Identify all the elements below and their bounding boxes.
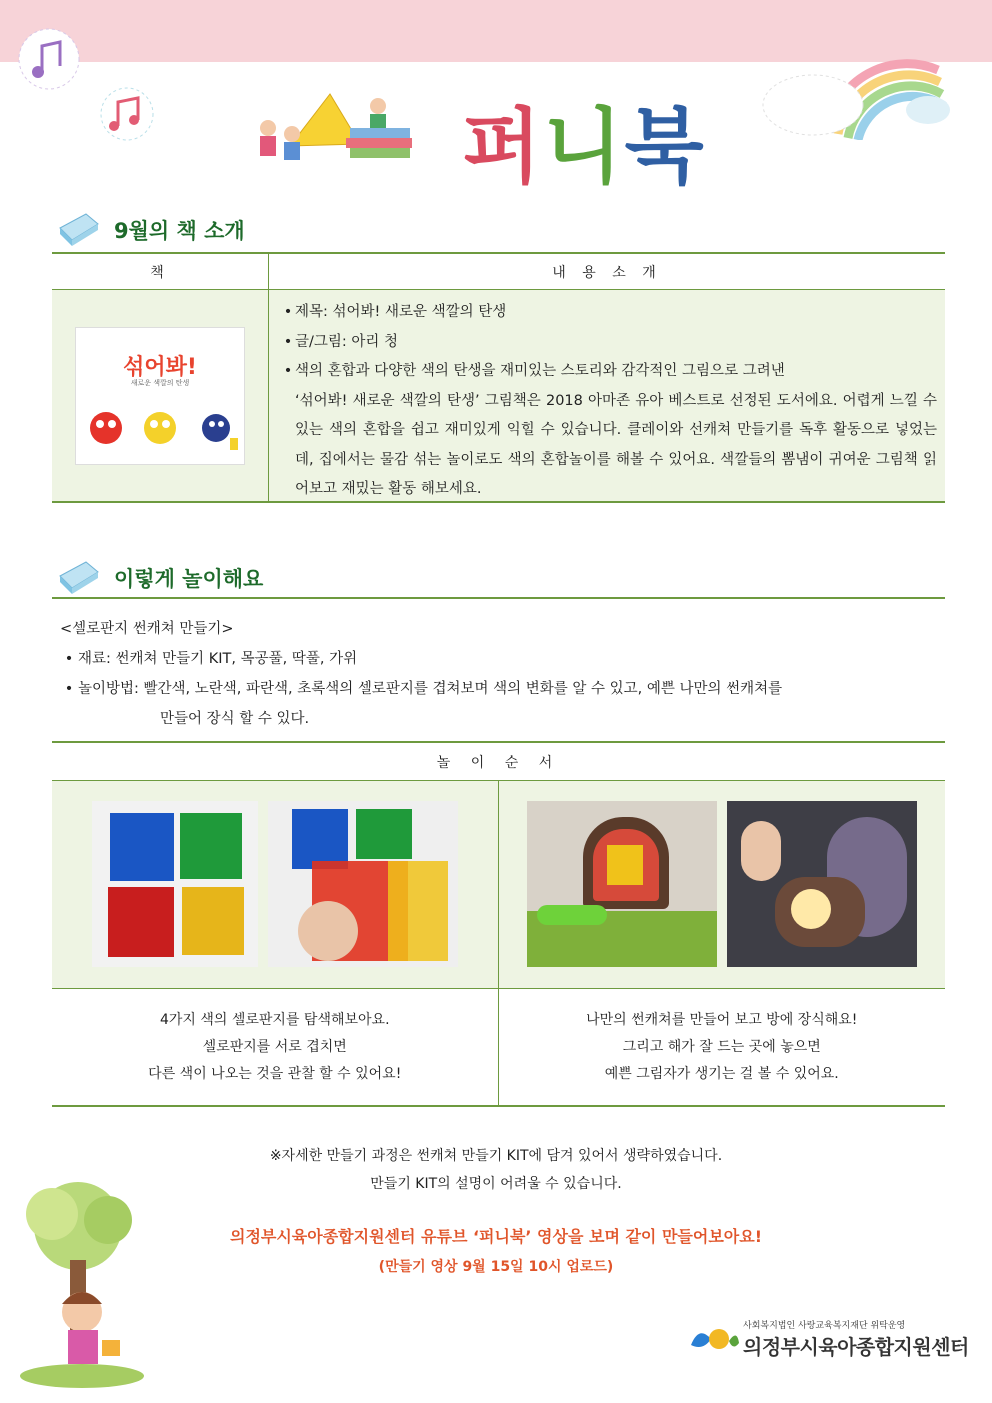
method-line: 놀이방법: 빨간색, 노란색, 파란색, 초록색의 셀로판지를 겹쳐보며 색의 변화를 알 수 있고, 예쁜 나만의 썬캐쳐를 <box>78 681 783 697</box>
footer-name: 의정부시육아종합지원센터 <box>743 1335 969 1359</box>
section2-heading <box>56 558 263 598</box>
music-note-cloud-icon-2 <box>98 82 156 146</box>
center-logo-icon <box>685 1321 739 1357</box>
title-char-2: 니 <box>543 100 625 195</box>
bullet: • <box>64 681 74 697</box>
girl-under-tree-illustration <box>12 1180 152 1390</box>
footer-logo <box>685 1318 969 1360</box>
cover-subtitle: 새로운 색깔의 탄생 <box>130 378 190 387</box>
col-header-content: 내 용 소 개 <box>552 264 662 281</box>
rainbow-cloud-icon <box>758 30 953 140</box>
cover-characters-image <box>82 396 240 456</box>
book-title-line: 제목: 섞어봐! 새로운 색깔의 탄생 <box>295 304 507 320</box>
note-line-1: ※자세한 만들기 과정은 썬캐쳐 만들기 KIT에 담겨 있어서 생략하였습니다. <box>269 1148 723 1164</box>
title-char-1: 퍼 <box>462 100 544 195</box>
music-note-cloud-icon <box>14 24 84 94</box>
page-title <box>462 82 706 199</box>
bullet: • <box>64 651 74 667</box>
cellophane-photo-1 <box>92 801 258 967</box>
section2-title: 이렇게 놀이해요 <box>114 567 264 591</box>
kids-reading-illustration <box>250 86 430 166</box>
book-desc-line: 색의 혼합과 다양한 색의 탄생을 재미있는 스토리와 감각적인 그림으로 그려낸 <box>295 363 785 379</box>
play-order-table <box>52 741 945 1107</box>
cover-title: 섞어봐! <box>123 354 197 380</box>
play-intro <box>60 614 940 734</box>
cellophane-photo-2 <box>268 801 458 967</box>
caption-left-line-1: 4가지 색의 셀로판지를 탐색해보아요. <box>159 1012 390 1028</box>
book-author-line: 글/그림: 아리 청 <box>295 333 399 350</box>
col-header-book: 책 <box>52 254 269 289</box>
book-desc-paragraph: ‘섞어봐! 새로운 색깔의 탄생’ 그림책은 2018 아마존 유아 베스트로 선정된 도서에요. 어렵게 느낄 수 있는 색의 혼합을 쉽고 재미있게 익힐 수 있습니다. 클레이와 선캐쳐 만들기를 독후 활동으로 넣었는데, 집에서는 물감 섞는 놀이로도 색의 혼합놀이를 해볼 수 있어요. 색깔들의 뽐냄이 귀여운 그림책 읽어보고 재밌는 활동 해보세요. <box>295 392 937 497</box>
materials-line: 재료: 썬캐쳐 만들기 KIT, 목공풀, 딱풀, 가위 <box>78 651 358 667</box>
footer-sub: 사회복지법인 사랑교육복지재단 위탁운영 <box>743 1321 906 1331</box>
book-intro-table <box>52 252 945 503</box>
section1-heading <box>56 210 245 250</box>
caption-left-line-3: 다른 색이 나오는 것을 관찰 할 수 있어요! <box>148 1066 402 1082</box>
suncatcher-photo-2 <box>727 801 917 967</box>
title-char-3: 북 <box>624 100 706 195</box>
note-line-2: 만들기 KIT의 설명이 어려울 수 있습니다. <box>370 1176 622 1192</box>
promo-line-1: 의정부시육아종합지원센터 유튜브 ‘퍼니북’ 영상을 보며 같이 만들어보아요! <box>229 1227 762 1246</box>
section2-divider <box>52 597 945 599</box>
bullet: • <box>283 363 293 379</box>
suncatcher-photo-1 <box>527 801 717 967</box>
method-line-2: 만들어 장식 할 수 있다. <box>160 711 310 727</box>
activity-title: <셀로판지 썬캐쳐 만들기> <box>60 621 234 637</box>
caption-left-line-2: 셀로판지를 서로 겹치면 <box>202 1039 347 1055</box>
caption-right-line-2: 그리고 해가 잘 드는 곳에 놓으면 <box>622 1039 821 1055</box>
book-icon <box>56 558 102 598</box>
book-icon <box>56 210 102 250</box>
bullet: • <box>283 304 293 320</box>
promo-line-2: (만들기 영상 9월 15일 10시 업로드) <box>378 1259 614 1275</box>
caption-right-line-1: 나만의 썬캐쳐를 만들어 보고 방에 장식해요! <box>586 1012 858 1028</box>
play-order-header: 놀 이 순 서 <box>52 743 945 781</box>
section1-title: 9월의 책 소개 <box>114 219 245 243</box>
book-cover-image <box>75 327 245 465</box>
caption-right-line-3: 예쁜 그림자가 생기는 걸 볼 수 있어요. <box>604 1066 839 1082</box>
bullet: • <box>283 333 293 350</box>
